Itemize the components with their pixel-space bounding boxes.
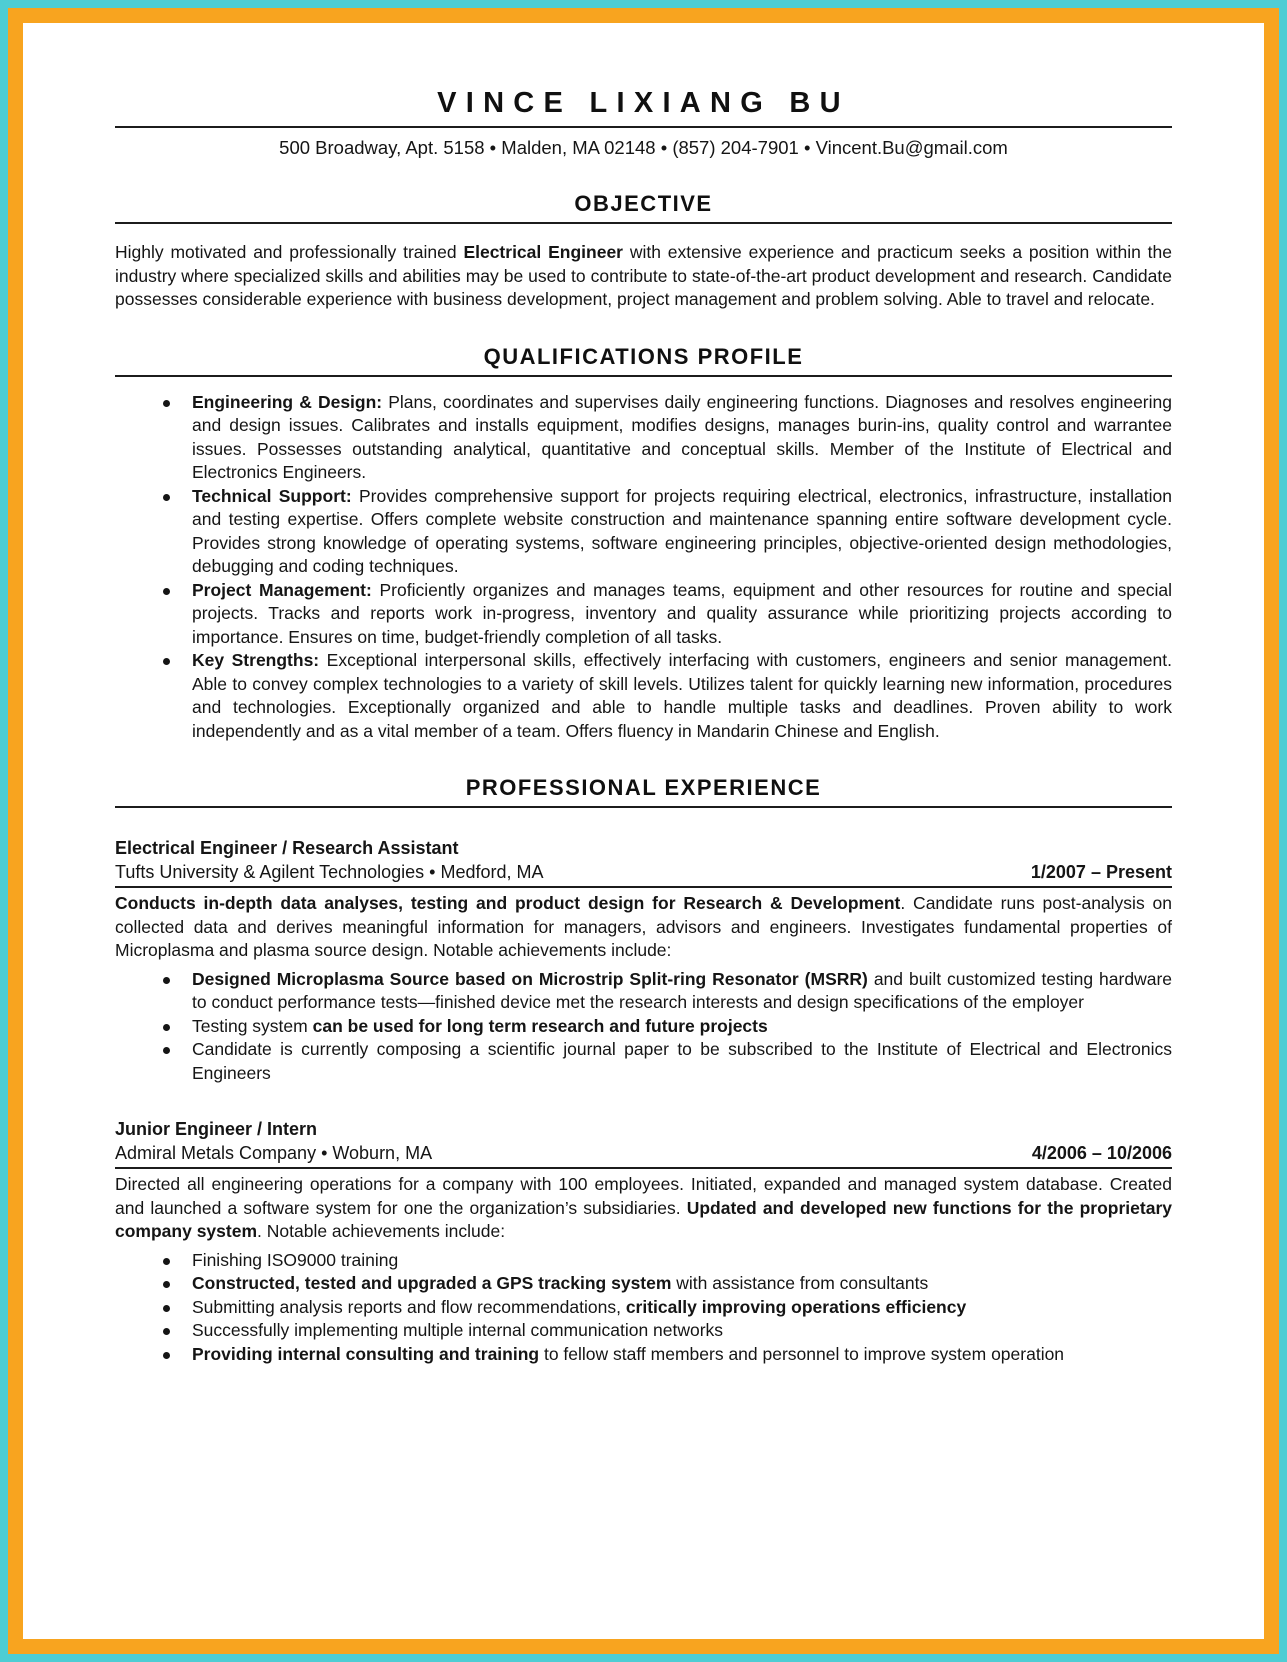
job-achievements-list [115,1249,1172,1367]
bullet-icon [163,1328,170,1335]
employer-line [115,860,1172,888]
list-item [163,1038,1172,1085]
job-dates: 1/2007 – Present [1030,862,1172,882]
list-item [163,1272,1172,1296]
bullet-icon [163,1047,170,1054]
divider [115,806,1172,808]
list-item [163,649,1172,743]
employer-line [115,1141,1172,1169]
job-title: Electrical Engineer / Research Assistant [115,838,459,858]
bullet-icon [163,977,170,984]
page-frame [8,8,1279,1654]
job-dates: 4/2006 – 10/2006 [1031,1143,1172,1163]
list-item [163,485,1172,579]
qualifications-heading: QUALIFICATIONS PROFILE [483,343,804,369]
bullet-icon [163,1024,170,1031]
divider [115,126,1172,128]
employer-name: Admiral Metals Company • Woburn, MA [115,1143,433,1163]
job-summary: Directed all engineering operations for a company with 100 employees. Initiated, expanded and managed system database. Created and launched a software system for one the organization’s subsidiaries. Updated and developed new functions for the proprietary company system. Notable achievements include: [115,1174,1172,1241]
bullet-text: Engineering & Design: Plans, coordinates and supervises daily engineering functions. Diagnoses and resolves engineering and design issues. Calibrates and installs equipment, modifies designs, manages burin-ins, quality control and warrantee issues. Possesses outstanding analytical, quantitative and conceptual skills. Member of the Institute of Electrical and Electronics Engineers. [192,391,1172,482]
bullet-text: Finishing ISO9000 training [192,1249,399,1270]
divider [115,375,1172,377]
candidate-name: VINCE LIXIANG BU [437,87,850,119]
resume-document [23,23,1264,1366]
job-entry [115,836,1172,1085]
bullet-icon [163,1305,170,1312]
list-item [163,968,1172,1015]
objective-paragraph: Highly motivated and professionally trained Electrical Engineer with extensive experience and practicum seeks a position within the industry where specialized skills and abilities may be used to contribute to state-of-the-art product development and research. Candidate possesses considerable experience with business development, project management and problem solving. Able to travel and relocate. [115,242,1173,309]
divider [115,222,1172,224]
job-achievements-list [115,968,1172,1086]
bullet-icon [163,1281,170,1288]
bullet-text: Designed Microplasma Source based on Microstrip Split-ring Resonator (MSRR) and built customized testing hardware to conduct performance tests—finished device met the research interests and design specifications of the employer [192,968,1173,1012]
bullet-icon [163,588,170,595]
bullet-icon [163,400,170,407]
bullet-text: Key Strengths: Exceptional interpersonal skills, effectively interfacing with customers, engineers and senior management. Able to convey complex technologies to a variety of skill levels. Utilizes talent for quickly learning new information, procedures and technologies. Exceptionally organized and able to handle multiple tasks and deadlines. Proven ability to work independently and as a vital member of a team. Offers fluency in Mandarin Chinese and English. [192,650,1172,741]
bullet-text: Project Management: Proficiently organizes and manages teams, equipment and other resources for routine and special projects. Tracks and reports work in-progress, inventory and quality assurance while prioritizing projects according to importance. Ensures on time, budget-friendly completion of all tasks. [192,579,1172,647]
list-item [163,1343,1172,1367]
job-title: Junior Engineer / Intern [115,1119,318,1139]
list-item [163,1296,1172,1320]
contact-line: 500 Broadway, Apt. 5158 • Malden, MA 02148 • (857) 204-7901 • Vincent.Bu@gmail.com [279,137,1008,158]
bullet-text: Candidate is currently composing a scientific journal paper to be subscribed to the Institute of Electrical and Electronics Engineers [192,1039,1172,1083]
bullet-icon [163,658,170,665]
bullet-text: Submitting analysis reports and flow recommendations, critically improving operations efficiency [192,1296,967,1317]
objective-heading: OBJECTIVE [574,191,713,216]
employer-name: Tufts University & Agilent Technologies • Medford, MA [115,862,544,882]
list-item [163,579,1172,650]
bullet-icon [163,1258,170,1265]
job-entry [115,1117,1172,1366]
job-summary: Conducts in-depth data analyses, testing and product design for Research & Development. Candidate runs post-analysis on collected data and derives meaningful information for managers, advisors and engineers. Investigates fundamental properties of Microplasma and plasma source design. Notable achievements include: [115,893,1172,960]
list-item [163,1015,1172,1039]
list-item [163,1249,1172,1273]
bullet-text: Technical Support: Provides comprehensive support for projects requiring electrical, electronics, infrastructure, installation and testing expertise. Offers complete website construction and maintenance spanning entire software development cycle. Provides strong knowledge of operating systems, software engineering principles, objective-oriented design methodologies, debugging and coding techniques. [192,485,1172,576]
bullet-text: Providing internal consulting and training to fellow staff members and personnel to improve system operation [192,1343,1065,1364]
experience-heading: PROFESSIONAL EXPERIENCE [465,775,822,800]
bullet-icon [163,494,170,501]
bullet-icon [163,1352,170,1359]
bullet-text: Constructed, tested and upgraded a GPS tracking system with assistance from consultants [192,1273,929,1293]
bullet-text: Testing system can be used for long term research and future projects [192,1015,768,1036]
qualifications-list [115,391,1172,744]
list-item [163,1319,1172,1343]
list-item [163,391,1172,485]
bullet-text: Successfully implementing multiple internal communication networks [192,1320,724,1340]
